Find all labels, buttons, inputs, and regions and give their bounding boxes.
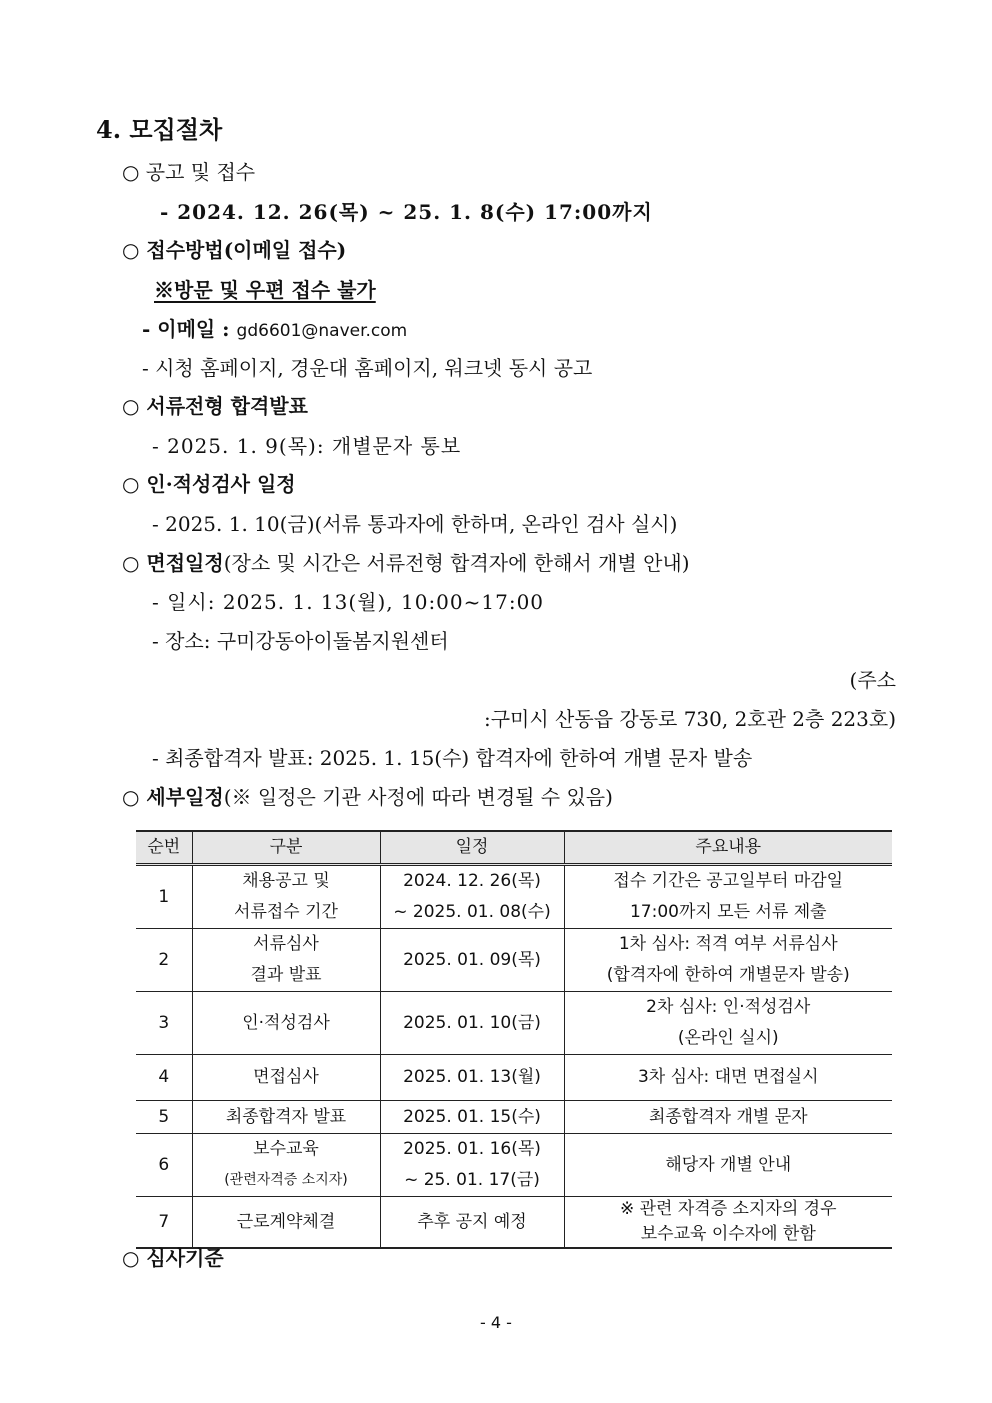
notice-period: - 2024. 12. 26(목) ~ 25. 1. 8(수) 17:00까지 — [160, 200, 653, 224]
method-heading: ○ 접수방법(이메일 접수) — [122, 238, 347, 262]
doc-result-date: - 2025. 1. 9(목): 개별문자 통보 — [152, 434, 462, 458]
address-open: (주소 — [849, 668, 896, 692]
posting-note: - 시청 홈페이지, 경운대 홈페이지, 워크넷 동시 공고 — [142, 356, 593, 380]
cell-category-line1: 서류심사 — [253, 934, 319, 954]
table-row — [136, 1055, 892, 1101]
page-number: - 4 - — [480, 1313, 512, 1332]
cell-content-line2: (합격자에 한하여 개별문자 발송) — [606, 965, 850, 985]
cell-content-line1: 2차 심사: 인·적성검사 — [646, 997, 811, 1017]
table-row — [136, 1101, 892, 1134]
detail-heading-rest: (※ 일정은 기관 사정에 따라 변경될 수 있음) — [223, 785, 613, 809]
aptitude-date: - 2025. 1. 10(금)(서류 통과자에 한하며, 온라인 검사 실시) — [152, 512, 678, 536]
cell-content-line2: 보수교육 이수자에 한함 — [640, 1224, 816, 1244]
criteria-heading: ○ 심사기준 — [122, 1246, 224, 1270]
cell-content: 해당자 개별 안내 — [564, 1134, 892, 1197]
header-date: 일정 — [380, 831, 564, 865]
interview-heading-rest: (장소 및 시간은 서류전형 합격자에 한해서 개별 안내) — [223, 551, 690, 575]
cell-date-line1: 2025. 01. 16(목) — [403, 1139, 541, 1159]
cell-category-line2: 서류접수 기간 — [234, 902, 338, 922]
cell-no: 7 — [136, 1197, 192, 1249]
cell-date: 2025. 01. 09(목) — [380, 929, 564, 992]
cell-category: 인·적성검사 — [192, 992, 380, 1055]
detail-heading — [122, 785, 613, 809]
method-warning: ※방문 및 우편 접수 불가 — [154, 278, 376, 302]
table-row — [136, 1197, 892, 1249]
email-value: gd6601@naver.com — [236, 321, 408, 341]
cell-date-line1: 2024. 12. 26(목) — [403, 871, 541, 891]
cell-category: 면접심사 — [192, 1055, 380, 1101]
cell-content-line1: 접수 기간은 공고일부터 마감일 — [613, 871, 844, 891]
header-no: 순번 — [136, 831, 192, 865]
cell-date: 2025. 01. 13(월) — [380, 1055, 564, 1101]
cell-category-line2: (관련자격증 소지자) — [224, 1172, 348, 1188]
email-label: - 이메일 : — [142, 317, 237, 341]
interview-time: - 일시: 2025. 1. 13(월), 10:00~17:00 — [152, 590, 545, 614]
section-title: 4. 모집절차 — [96, 115, 223, 144]
cell-category — [192, 1134, 380, 1197]
schedule-table — [136, 830, 892, 1249]
cell-date: 2025. 01. 10(금) — [380, 992, 564, 1055]
cell-no: 1 — [136, 865, 192, 929]
email-line — [142, 317, 407, 343]
cell-date — [380, 865, 564, 929]
cell-no: 3 — [136, 992, 192, 1055]
table-row — [136, 865, 892, 929]
cell-date: 2025. 01. 15(수) — [380, 1101, 564, 1134]
table-row — [136, 929, 892, 992]
cell-content-line2: 17:00까지 모든 서류 제출 — [629, 902, 827, 922]
cell-category — [192, 929, 380, 992]
cell-date — [380, 1134, 564, 1197]
cell-category-line1: 보수교육 — [253, 1139, 319, 1159]
cell-content: 최종합격자 개별 문자 — [564, 1101, 892, 1134]
cell-no: 5 — [136, 1101, 192, 1134]
cell-date: 추후 공지 예정 — [380, 1197, 564, 1249]
cell-date-line2: ~ 25. 01. 17(금) — [404, 1170, 540, 1190]
header-category: 구분 — [192, 831, 380, 865]
cell-content — [564, 865, 892, 929]
table-row — [136, 1134, 892, 1197]
aptitude-heading: ○ 인·적성검사 일정 — [122, 472, 296, 496]
cell-content: 3차 심사: 대면 면접실시 — [564, 1055, 892, 1101]
cell-content — [564, 929, 892, 992]
interview-place: - 장소: 구미강동아이돌봄지원센터 — [152, 629, 449, 653]
interview-heading-bold: ○ 면접일정 — [122, 551, 224, 575]
cell-no: 2 — [136, 929, 192, 992]
cell-date-line2: ~ 2025. 01. 08(수) — [393, 902, 551, 922]
cell-no: 4 — [136, 1055, 192, 1101]
cell-no: 6 — [136, 1134, 192, 1197]
cell-content-line2: (온라인 실시) — [677, 1028, 779, 1048]
cell-category-line1: 채용공고 및 — [242, 871, 330, 891]
cell-category: 근로계약체결 — [192, 1197, 380, 1249]
final-result: - 최종합격자 발표: 2025. 1. 15(수) 합격자에 한하여 개별 문자 발송 — [152, 746, 753, 770]
cell-category — [192, 865, 380, 929]
cell-content — [564, 992, 892, 1055]
table-row — [136, 992, 892, 1055]
cell-content — [564, 1197, 892, 1249]
cell-category-line2: 결과 발표 — [250, 965, 322, 985]
cell-content-line1: ※ 관련 자격증 소지자의 경우 — [619, 1199, 837, 1219]
cell-category: 최종합격자 발표 — [192, 1101, 380, 1134]
doc-result-heading: ○ 서류전형 합격발표 — [122, 394, 308, 418]
table-header-row — [136, 831, 892, 865]
notice-heading: ○ 공고 및 접수 — [122, 160, 256, 184]
interview-heading — [122, 551, 690, 575]
detail-heading-bold: ○ 세부일정 — [122, 785, 224, 809]
header-content: 주요내용 — [564, 831, 892, 865]
cell-content-line1: 1차 심사: 적격 여부 서류심사 — [618, 934, 838, 954]
address-rest: :구미시 산동읍 강동로 730, 2호관 2층 223호) — [484, 707, 896, 731]
